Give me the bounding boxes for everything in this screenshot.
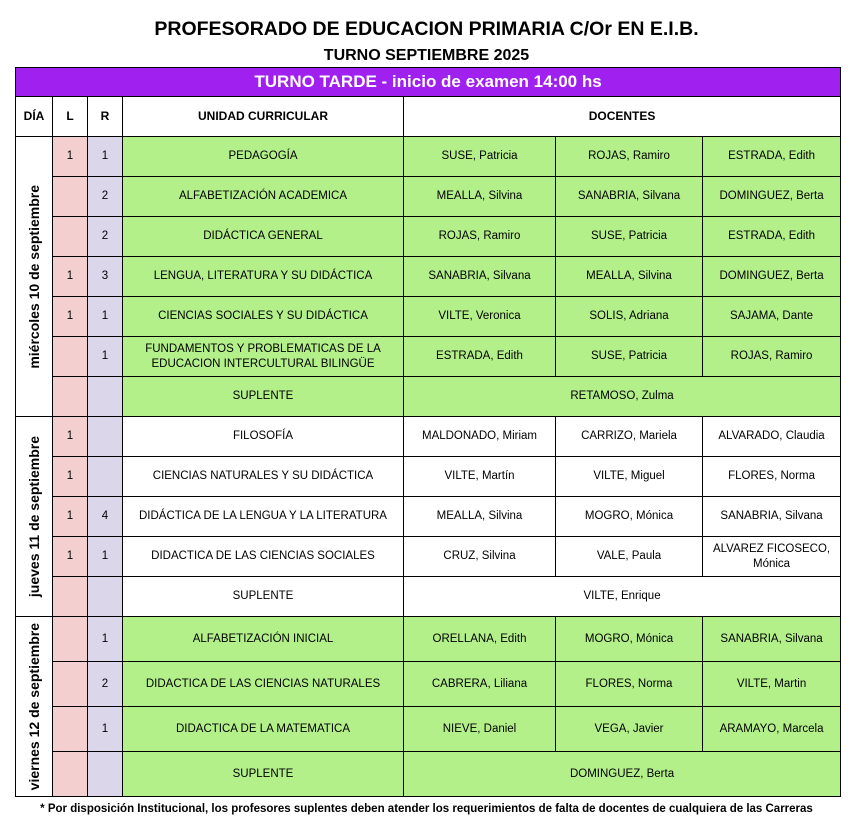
r-cell: 2 (88, 217, 123, 257)
table-row (16, 177, 841, 217)
docente-cell: SANABRIA, Silvana (703, 497, 841, 537)
day-cell (16, 617, 53, 797)
suplente-row (16, 377, 841, 417)
docente-cell: VILTE, Miguel (556, 457, 703, 497)
suplente-row (16, 577, 841, 617)
r-cell: 1 (88, 617, 123, 662)
docente-cell: DOMINGUEZ, Berta (703, 177, 841, 217)
l-cell (53, 377, 88, 417)
r-cell: 1 (88, 297, 123, 337)
unidad-cell: PEDAGOGÍA (123, 137, 404, 177)
r-cell (88, 752, 123, 797)
docente-cell: MEALLA, Silvina (556, 257, 703, 297)
docente-cell: ROJAS, Ramiro (556, 137, 703, 177)
header-row (16, 97, 841, 137)
table-row (16, 217, 841, 257)
docente-cell: SANABRIA, Silvana (556, 177, 703, 217)
docente-cell: VILTE, Martín (404, 457, 556, 497)
l-cell (53, 662, 88, 707)
header-unidad-curricular: UNIDAD CURRICULAR (123, 97, 404, 137)
table-row (16, 497, 841, 537)
suplente-name: RETAMOSO, Zulma (404, 377, 841, 417)
table-row (16, 297, 841, 337)
table-row (16, 257, 841, 297)
suplente-label: SUPLENTE (123, 577, 404, 617)
l-cell (53, 217, 88, 257)
l-cell (53, 177, 88, 217)
l-cell (53, 337, 88, 377)
docente-cell: ESTRADA, Edith (404, 337, 556, 377)
r-cell (88, 377, 123, 417)
docente-cell: SUSE, Patricia (556, 337, 703, 377)
r-cell (88, 577, 123, 617)
docente-cell: FLORES, Norma (703, 457, 841, 497)
docente-cell: MALDONADO, Miriam (404, 417, 556, 457)
page-title: PROFESORADO DE EDUCACION PRIMARIA C/Or EN E.I.B. (154, 18, 699, 40)
r-cell: 1 (88, 337, 123, 377)
header-docentes: DOCENTES (404, 97, 841, 137)
unidad-cell: FUNDAMENTOS Y PROBLEMATICAS DE LA EDUCACION INTERCULTURAL BILINGÜE (123, 337, 404, 377)
docente-cell: DOMINGUEZ, Berta (703, 257, 841, 297)
l-cell: 1 (53, 537, 88, 577)
docente-cell: ARAMAYO, Marcela (703, 707, 841, 752)
day-label: viernes 12 de septiembre (26, 622, 42, 791)
docente-cell: MOGRO, Mónica (556, 497, 703, 537)
shift-banner: TURNO TARDE - inicio de examen 14:00 hs (16, 68, 841, 97)
docente-cell: VEGA, Javier (556, 707, 703, 752)
day-cell (16, 137, 53, 417)
suplente-row (16, 752, 841, 797)
header-l: L (53, 97, 88, 137)
day-label: miércoles 10 de septiembre (26, 184, 42, 369)
suplente-name: VILTE, Enrique (404, 577, 841, 617)
l-cell: 1 (53, 137, 88, 177)
table-row (16, 337, 841, 377)
docente-cell: ESTRADA, Edith (703, 217, 841, 257)
docente-cell: FLORES, Norma (556, 662, 703, 707)
suplente-label: SUPLENTE (123, 752, 404, 797)
unidad-cell: DIDÁCTICA DE LA LENGUA Y LA LITERATURA (123, 497, 404, 537)
docente-cell: VILTE, Martin (703, 662, 841, 707)
table-row (16, 137, 841, 177)
r-cell: 2 (88, 177, 123, 217)
docente-cell: SUSE, Patricia (556, 217, 703, 257)
suplente-name: DOMINGUEZ, Berta (404, 752, 841, 797)
docente-cell: SAJAMA, Dante (703, 297, 841, 337)
docente-cell: ROJAS, Ramiro (404, 217, 556, 257)
unidad-cell: ALFABETIZACIÓN ACADEMICA (123, 177, 404, 217)
unidad-cell: DIDACTICA DE LAS CIENCIAS NATURALES (123, 662, 404, 707)
unidad-cell: FILOSOFÍA (123, 417, 404, 457)
header-dia: DÍA (16, 97, 53, 137)
docente-cell: CARRIZO, Mariela (556, 417, 703, 457)
docente-cell: ALVAREZ FICOSECO, Mónica (703, 537, 841, 577)
day-cell (16, 417, 53, 617)
docente-cell: MEALLA, Silvina (404, 177, 556, 217)
table-row (16, 457, 841, 497)
docente-cell: CRUZ, Silvina (404, 537, 556, 577)
header-r: R (88, 97, 123, 137)
r-cell: 2 (88, 662, 123, 707)
r-cell: 4 (88, 497, 123, 537)
docente-cell: ESTRADA, Edith (703, 137, 841, 177)
l-cell (53, 617, 88, 662)
r-cell (88, 417, 123, 457)
r-cell: 1 (88, 137, 123, 177)
unidad-cell: LENGUA, LITERATURA Y SU DIDÁCTICA (123, 257, 404, 297)
unidad-cell: DIDÁCTICA GENERAL (123, 217, 404, 257)
docente-cell: SANABRIA, Silvana (404, 257, 556, 297)
table-row (16, 417, 841, 457)
l-cell: 1 (53, 417, 88, 457)
docente-cell: VILTE, Veronica (404, 297, 556, 337)
docente-cell: CABRERA, Liliana (404, 662, 556, 707)
l-cell: 1 (53, 457, 88, 497)
l-cell (53, 577, 88, 617)
unidad-cell: ALFABETIZACIÓN INICIAL (123, 617, 404, 662)
docente-cell: MEALLA, Silvina (404, 497, 556, 537)
unidad-cell: CIENCIAS NATURALES Y SU DIDÁCTICA (123, 457, 404, 497)
page-subtitle: TURNO SEPTIEMBRE 2025 (323, 47, 530, 64)
docente-cell: VALE, Paula (556, 537, 703, 577)
docente-cell: MOGRO, Mónica (556, 617, 703, 662)
l-cell: 1 (53, 257, 88, 297)
table-row (16, 537, 841, 577)
docente-cell: SUSE, Patricia (404, 137, 556, 177)
l-cell: 1 (53, 497, 88, 537)
docente-cell: NIEVE, Daniel (404, 707, 556, 752)
suplente-label: SUPLENTE (123, 377, 404, 417)
r-cell: 1 (88, 707, 123, 752)
table-row (16, 617, 841, 662)
docente-cell: SANABRIA, Silvana (703, 617, 841, 662)
table-row (16, 707, 841, 752)
unidad-cell: CIENCIAS SOCIALES Y SU DIDÁCTICA (123, 297, 404, 337)
docente-cell: ALVARADO, Claudia (703, 417, 841, 457)
unidad-cell: DIDACTICA DE LAS CIENCIAS SOCIALES (123, 537, 404, 577)
r-cell (88, 457, 123, 497)
docente-cell: SOLIS, Adriana (556, 297, 703, 337)
unidad-cell: DIDACTICA DE LA MATEMATICA (123, 707, 404, 752)
l-cell (53, 752, 88, 797)
l-cell: 1 (53, 297, 88, 337)
l-cell (53, 707, 88, 752)
docente-cell: ROJAS, Ramiro (703, 337, 841, 377)
day-label: jueves 11 de septiembre (26, 435, 42, 598)
schedule-table (15, 67, 841, 797)
footnote: * Por disposición Institucional, los profesores suplentes deben atender los requerimientos de falta de docentes de cualquiera de las Carreras (40, 803, 813, 815)
table-row (16, 662, 841, 707)
docente-cell: ORELLANA, Edith (404, 617, 556, 662)
r-cell: 3 (88, 257, 123, 297)
r-cell: 1 (88, 537, 123, 577)
